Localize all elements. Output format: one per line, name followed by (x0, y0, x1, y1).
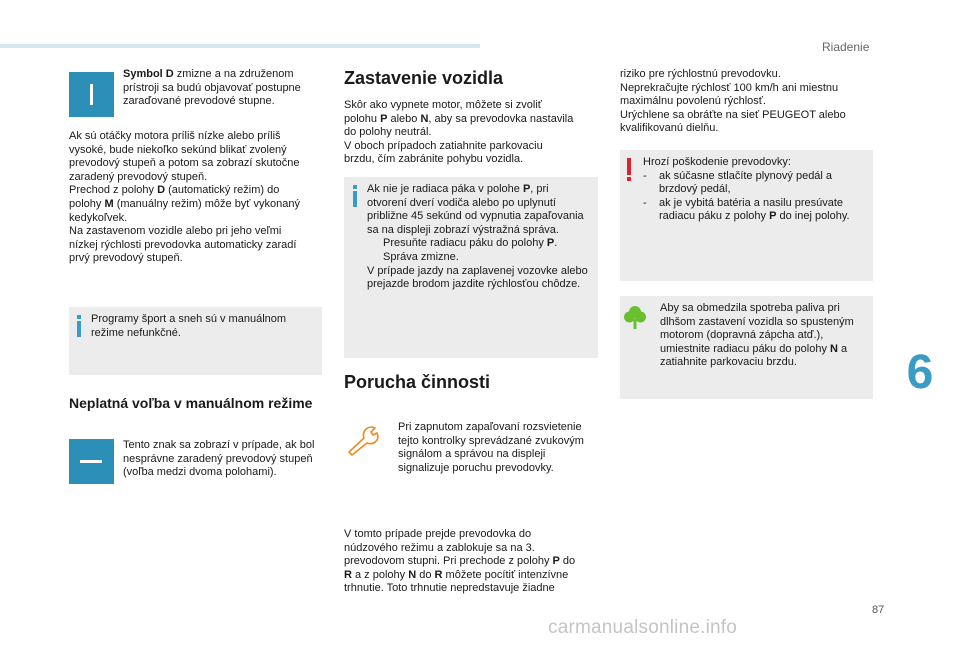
warning-box (620, 150, 873, 281)
info-box-programs (69, 307, 322, 375)
heading-malfunction: Porucha činnosti (344, 372, 491, 392)
info-box-parking (344, 177, 598, 358)
invalid-selection-text: Tento znak sa zobrazí v prípade, ak bol nesprávne zaradený prevodový stupeň (voľba medzi dvoma polohami). (123, 439, 315, 479)
watermark: carmanualsonline.info (548, 617, 738, 638)
gear-change-paragraph: Ak sú otáčky motora príliš nízke alebo príliš vysoké, bude niekoľko sekúnd blikať zvolený prevodový stupeň a potom sa zobrazí skutočne zaradený prevodový stupeň. Prechod z polohy D (automatický režim) do polohy M (manuálny režim) môže byť vykonaný kedykoľvek. Na zastavenom vozidle alebo pri jeho veľmi nízkej rýchlosti prevodovka automaticky zaradí prvý prevodový stupeň. (69, 130, 300, 265)
eco-tip-box (620, 296, 873, 399)
info-box-parking-text: Ak nie je radiaca páka v polohe P, pri otvorení dverí vodiča alebo po uplynutí približne 45 sekúnd od vypnutia zapaľovania sa na displeji zobrazí výstražná správa. Presuňte radiacu páku do polohy P. Správa zmizne. V prípade jazdy na zaplavenej vozovke alebo prejazde brodom jazdite rýchlosťou chôdze. (367, 183, 588, 291)
warning-exclamation-icon (625, 158, 633, 182)
stopping-paragraph: Skôr ako vypnete motor, môžete si zvoliť polohu P alebo N, aby sa prevodovka nastavila do polohy neutrál. V oboch prípadoch zatiahnite parkovaciu brzdu, čím zabránite pohybu vozidla. (344, 99, 574, 166)
risk-paragraph: riziko pre rýchlostnú prevodovku. Neprekračujte rýchlosť 100 km/h ani miestnu maximálnu povolenú rýchlosť. Urýchlene sa obráťte na sieť PEUGEOT alebo kvalifikovanú dielňu. (620, 68, 846, 135)
malfunction-text: Pri zapnutom zapaľovaní rozsvietenie tejto kontrolky sprevádzané zvukovým signálom a správou na displeji signalizuje poruchu prevodovky. (398, 421, 584, 474)
info-icon (351, 185, 359, 207)
symbol-d-text: Symbol D zmizne a na združenom prístroji sa budú objavovať postupne zaraďované prevodové stupne. (123, 68, 301, 108)
wrench-warning-icon (346, 422, 386, 456)
header-accent-bar (0, 44, 480, 48)
section-title: Riadenie (822, 40, 870, 54)
emergency-mode-paragraph: V tomto prípade prejde prevodovka do núdzového režimu a zablokuje sa na 3. prevodovom stupni. Pri prechode z polohy P do R a z polohy N do R môžete pocítiť intenzívne trhnutie. Toto trhnutie nepredstavuje žiadne (344, 528, 576, 595)
arrow-bullet-icon (367, 237, 383, 264)
page-number: 87 (872, 604, 885, 616)
eco-tip-text: Aby sa obmedzila spotreba paliva pri dlhšom zastavení vozidla so spusteným motorom (dopravná zápcha atď.), umiestnite radiacu páku do polohy N a zatiahnite parkovaciu brzdu. (660, 302, 854, 369)
invalid-selection-symbol-icon (69, 439, 114, 484)
info-icon (75, 315, 83, 337)
warning-box-text: Hrozí poškodenie prevodovky: - ak súčasne stlačíte plynový pedál a brzdový pedál, - ak je vybitá batéria a nasilu presúvate radiacu páku z polohy P do inej polohy. (643, 156, 850, 223)
gear-d-symbol-icon (69, 72, 114, 117)
eco-tree-icon (623, 304, 647, 330)
heading-stopping-vehicle: Zastavenie vozidla (344, 68, 504, 88)
heading-invalid-selection: Neplatná voľba v manuálnom režime (69, 395, 313, 411)
chapter-number: 6 (906, 346, 934, 399)
info-box-text: Programy šport a sneh sú v manuálnom režime nefunkčné. (91, 313, 287, 339)
